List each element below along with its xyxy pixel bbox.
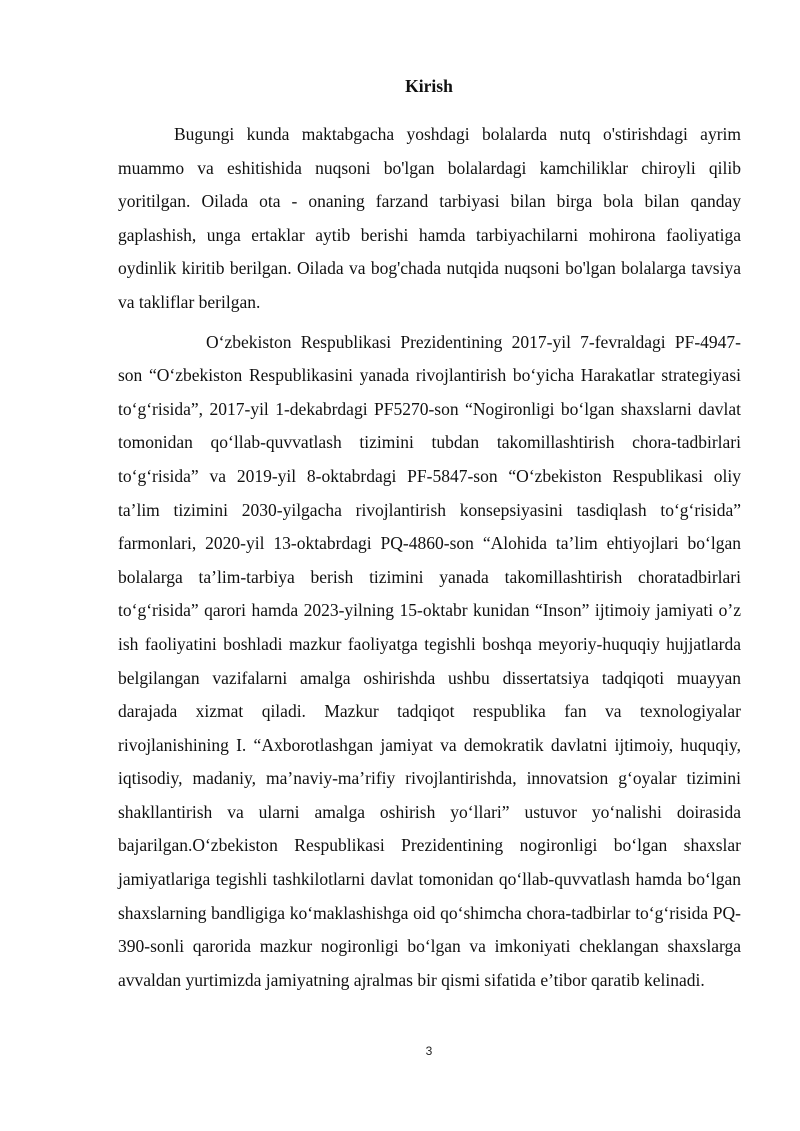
document-body xyxy=(118,118,741,997)
intro-paragraph: Bugungi kunda maktabgacha yoshdagi bolalarda nutq o'stirishdagi ayrim muammo va eshitishida nuqsoni bo'lgan bolalardagi kamchiliklar chiroyli qilib yoritilgan. Oilada ota - onaning farzand tarbiyasi bilan birga bola bilan qanday gaplashish, unga ertaklar aytib berishi hamda tarbiyachilarni mohirona faoliyatiga oydinlik kiritib berilgan. Oilada va bog'chada nutqida nuqsoni bo'lgan bolalarga tavsiya va takliflar berilgan. xyxy=(118,124,741,312)
legal-context-paragraph: O‘zbekiston Respublikasi Prezidentining 2017-yil 7-fevraldagi PF-4947-son “O‘zbekiston Respublikasini yanada rivojlantirish bo‘yicha Harakatlar strategiyasi to‘g‘risida”, 2017-yil 1-dekabrdagi PF5270-son “Nogironligi bo‘lgan shaxslarni davlat tomonidan qo‘llab-quvvatlash tizimini tubdan takomillashtirish chora-tadbirlari to‘g‘risida” va 2019-yil 8-oktabrdagi PF-5847-son “O‘zbekiston Respublikasi oliy ta’lim tizimini 2030-yilgacha rivojlantirish konsepsiyasini tasdiqlash to‘g‘risida” farmonlari, 2020-yil 13-oktabrdagi PQ-4860-son “Alohida ta’lim ehtiyojlari bo‘lgan bolalarga ta’lim-tarbiya berish tizimini yanada takomillashtirish choratadbirlari to‘g‘risida” qarori hamda 2023-yilning 15-oktabr kunidan “Inson” ijtimoiy jamiyati o’z ish faoliyatini boshladi mazkur faoliyatga tegishli boshqa meyoriy-huquqiy hujjatlarda belgilangan vazifalarni amalga oshirishda ushbu dissertatsiya tadqiqoti muayyan darajada xizmat qiladi. Mazkur tadqiqot respublika fan va texnologiyalar rivojlanishining I. “Axborotlashgan jamiyat va demokratik davlatni ijtimoiy, huquqiy, iqtisodiy, madaniy, ma’naviy-ma’rifiy rivojlantirishda, innovatsion g‘oyalar tizimini shakllantirish va ularni amalga oshirish yo‘llari” ustuvor yo‘nalishi doirasida bajarilgan.O‘zbekiston Respublikasi Prezidentining nogironligi bo‘lgan shaxslar jamiyatlariga tegishli tashkilotlarni davlat tomonidan qo‘llab-quvvatlash hamda bo‘lgan shaxslarning bandligiga ko‘maklashishga oid qo‘shimcha chora-tadbirlar to‘g‘risida PQ-390-sonli qarorida mazkur nogironligi bo‘lgan va imkoniyati cheklangan shaxslarga avvaldan yurtimizda jamiyatning ajralmas bir qismi sifatida e’tibor qaratib kelinadi. xyxy=(118,331,741,990)
page-number: 3 xyxy=(425,1044,433,1058)
section-title: Kirish xyxy=(405,76,453,96)
